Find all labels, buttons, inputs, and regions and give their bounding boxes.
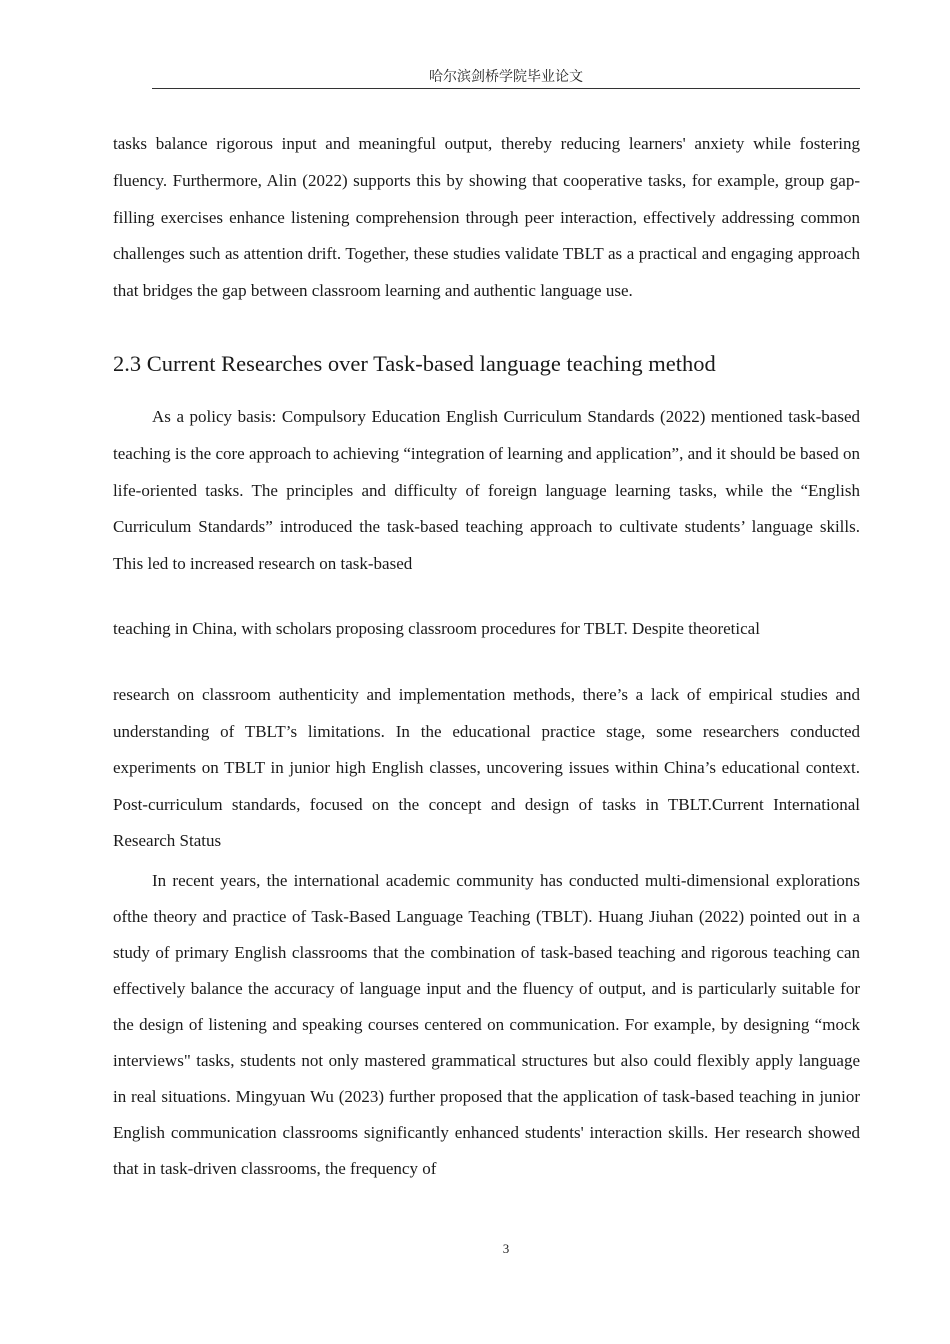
running-header: 哈尔滨剑桥学院毕业论文 — [429, 70, 583, 85]
page-number: 3 — [502, 1241, 510, 1256]
paragraph-implementation: research on classroom authenticity and implementation methods, there’s a lack of empirical studies and understanding of TBLT’s limitations. In the educational practice stage, some researchers conducted experiments on TBLT in junior high English classes, uncovering issues within China’s educational context. Post-curriculum standards, focused on the concept and design of tasks in TBLT.Current International Research Status — [113, 685, 860, 850]
paragraph-international-status: In recent years, the international academic community has conducted multi-dimensional explorations ofthe theory and practice of Task-Based Language Teaching (TBLT). Huang Jiuhan (2022) pointed out in a study of primary English classrooms that the combination of task-based teaching and rigorous teaching can effectively balance the accuracy of language input and the fluency of output, and is particularly suitable for the design of listening and speaking courses centered on communication. For example, by designing “mock interviews" tasks, students not only mastered grammatical structures but also could flexibly apply language in real situations. Mingyuan Wu (2023) further proposed that the application of task-based teaching in junior English communication classrooms significantly enhanced students' interaction skills. Her research showed that in task-driven classrooms, the frequency of — [113, 871, 860, 1178]
paragraph-china-research: teaching in China, with scholars proposing classroom procedures for TBLT. Despite theoretical — [113, 619, 760, 638]
section-heading: 2.3 Current Researches over Task-based language teaching method — [113, 351, 716, 376]
paragraph-policy-basis: As a policy basis: Compulsory Education English Curriculum Standards (2022) mentioned task-based teaching is the core approach to achieving “integration of learning and application”, and it should be based on life-oriented tasks. The principles and difficulty of foreign language learning tasks, while the “English Curriculum Standards” introduced the task-based teaching approach to cultivate students’ language skills. This led to increased research on task-based — [113, 407, 860, 574]
header-rule — [152, 88, 860, 89]
paragraph-tbl-benefits: tasks balance rigorous input and meaningful output, thereby reducing learners' anxiety while fostering fluency. Furthermore, Alin (2022) supports this by showing that cooperative tasks, for example, group gap-filling exercises enhance listening comprehension through peer interaction, effectively addressing common challenges such as attention drift. Together, these studies validate TBLT as a practical and engaging approach that bridges the gap between classroom learning and authentic language use. — [113, 134, 860, 301]
